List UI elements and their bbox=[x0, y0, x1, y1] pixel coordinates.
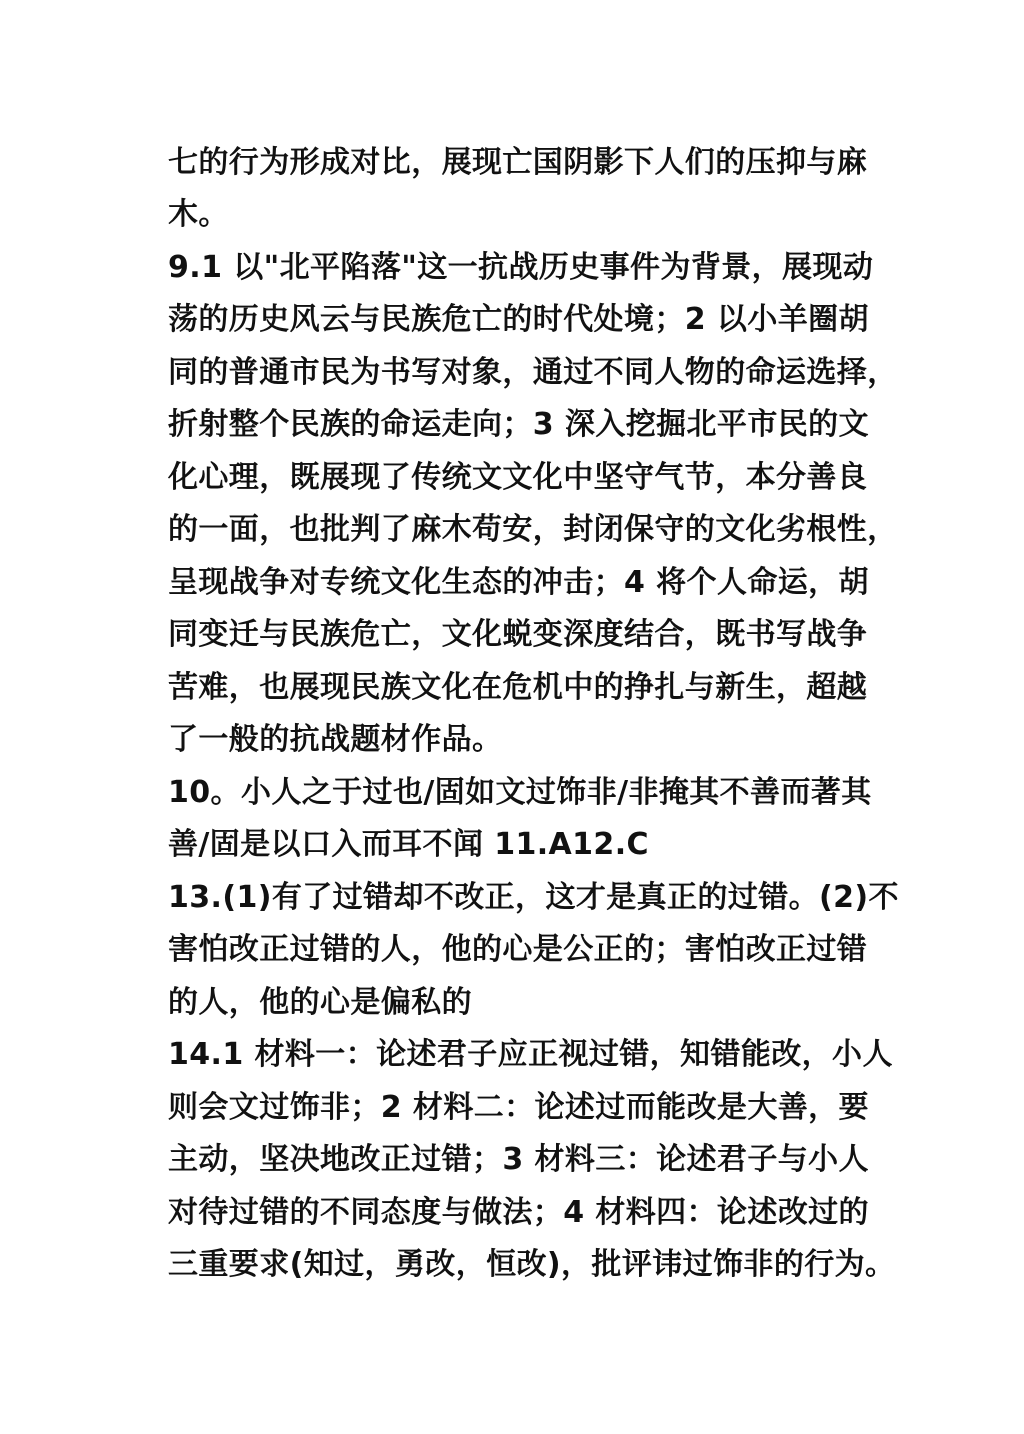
text-line: 主动，坚决地改正过错；3 材料三：论述君子与小人 bbox=[168, 1142, 869, 1177]
text-line: 的一面，也批判了麻木苟安，封闭保守的文化劣根性， bbox=[168, 512, 898, 547]
text-line: 折射整个民族的命运走向；3 深入挖掘北平市民的文 bbox=[168, 407, 869, 442]
text-line: 同的普通市民为书写对象，通过不同人物的命运选择， bbox=[168, 355, 898, 390]
text-line: 七的行为形成对比，展现亡国阴影下人们的压抑与麻 bbox=[168, 145, 868, 180]
text-line: 则会文过饰非；2 材料二：论述过而能改是大善，要 bbox=[168, 1090, 869, 1125]
text-line: 三重要求(知过，勇改，恒改)，批评讳过饰非的行为。 bbox=[168, 1247, 896, 1282]
text-line: 荡的历史风云与民族危亡的时代处境；2 以小羊圈胡 bbox=[168, 302, 869, 337]
text-line: 10。小人之于过也/固如文过饰非/非掩其不善而著其 bbox=[168, 775, 872, 810]
text-line: 木。 bbox=[168, 197, 229, 232]
text-line: 呈现战争对专统文化生态的冲击；4 将个人命运，胡 bbox=[168, 565, 869, 600]
text-line: 13.(1)有了过错却不改正，这才是真正的过错。(2)不 bbox=[168, 880, 899, 915]
text-line: 化心理，既展现了传统文文化中坚守气节，本分善良 bbox=[168, 460, 868, 495]
text-line: 善/固是以口入而耳不闻 11.A12.C bbox=[168, 827, 649, 862]
text-line: 9.1 以"北平陷落"这一抗战历史事件为背景，展现动 bbox=[168, 250, 874, 285]
text-line: 了一般的抗战题材作品。 bbox=[168, 722, 503, 757]
text-line: 的人，他的心是偏私的 bbox=[168, 985, 472, 1020]
text-line: 对待过错的不同态度与做法；4 材料四：论述改过的 bbox=[168, 1195, 869, 1230]
text-line: 14.1 材料一：论述君子应正视过错，知错能改，小人 bbox=[168, 1037, 893, 1072]
text-line: 苦难，也展现民族文化在危机中的挣扎与新生，超越 bbox=[168, 670, 868, 705]
text-line: 同变迁与民族危亡，文化蜕变深度结合，既书写战争 bbox=[168, 617, 868, 652]
text-line: 害怕改正过错的人，他的心是公正的；害怕改正过错 bbox=[168, 932, 868, 967]
